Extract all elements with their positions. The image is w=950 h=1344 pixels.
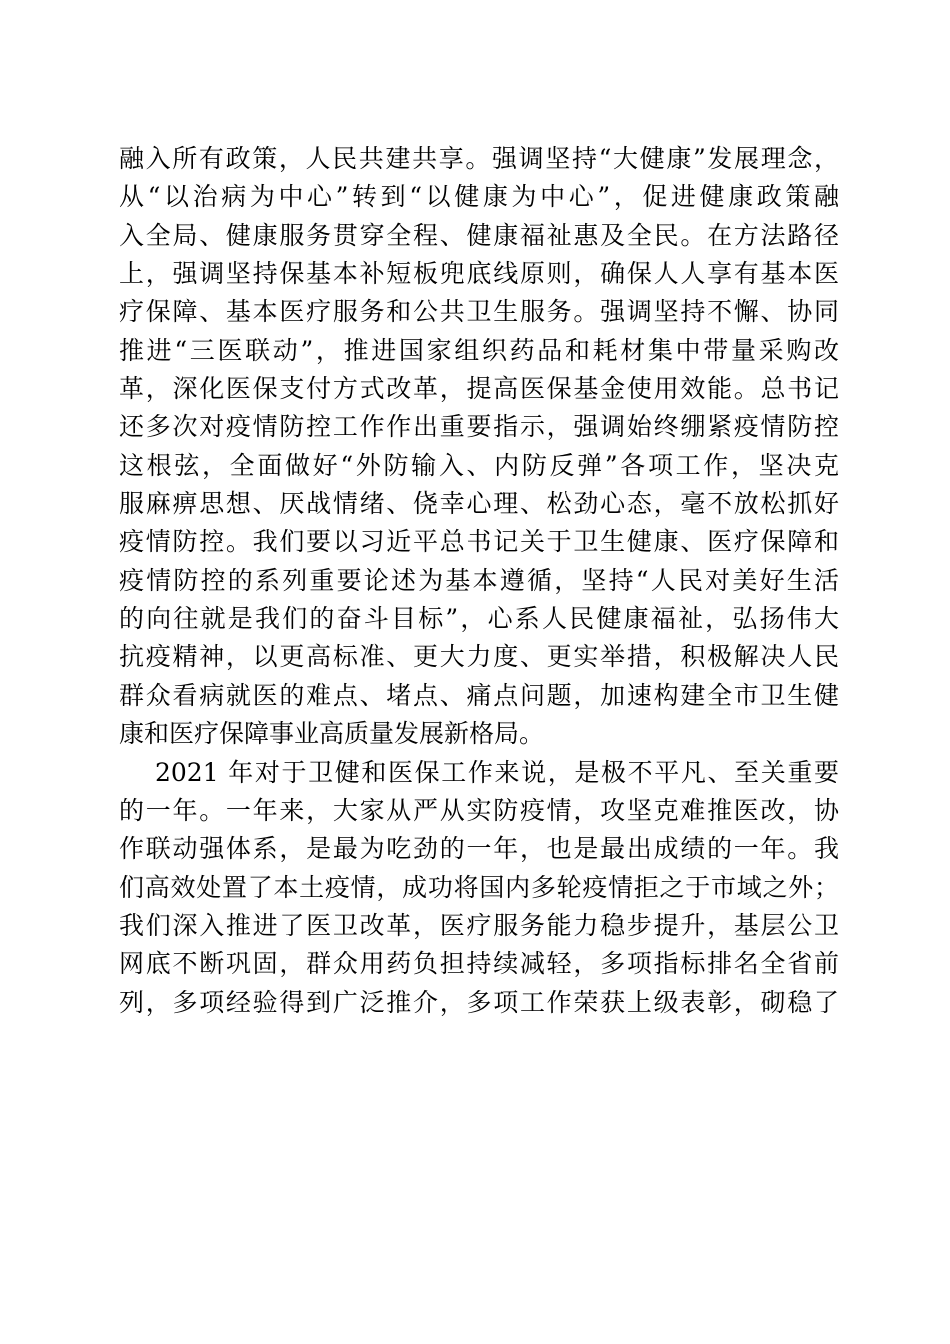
paragraph-1: [119, 140, 839, 754]
text-line: 疫情防控。我们要以习近平总书记关于卫生健康、医疗保障和: [119, 527, 839, 557]
text-line: 康和医疗保障事业高质量发展新格局。: [119, 719, 545, 749]
text-line: 还多次对疫情防控工作作出重要指示，强调始终绷紧疫情防控: [119, 412, 839, 442]
text-line: 从“以治病为中心”转到“以健康为中心”，促进健康政策融: [119, 182, 839, 212]
text-line: 疫情防控的系列重要论述为基本遵循，坚持“人民对美好生活: [119, 565, 839, 595]
text-line: 上，强调坚持保基本补短板兜底线原则，确保人人享有基本医: [119, 259, 839, 289]
paragraph-2: [119, 754, 839, 1022]
text-line: 入全局、健康服务贯穿全程、健康福祉惠及全民。在方法路径: [119, 220, 839, 250]
text-line: 我们深入推进了医卫改革，医疗服务能力稳步提升，基层公卫: [119, 910, 839, 940]
text-line: 抗疫精神，以更高标准、更大力度、更实举措，积极解决人民: [119, 642, 839, 672]
body-text: [119, 140, 839, 1022]
text-line: 网底不断巩固，群众用药负担持续减轻，多项指标排名全省前: [119, 949, 839, 979]
text-line: 们高效处置了本土疫情，成功将国内多轮疫情拒之于市域之外；: [119, 872, 839, 902]
text-line: 作联动强体系，是最为吃劲的一年，也是最出成绩的一年。我: [119, 834, 839, 864]
text-line: 2021 年对于卫健和医保工作来说，是极不平凡、至关重要: [155, 757, 839, 787]
text-line: 的一年。一年来，大家从严从实防疫情，攻坚克难推医改，协: [119, 795, 839, 825]
text-line: 列，多项经验得到广泛推介，多项工作荣获上级表彰，砌稳了: [119, 987, 839, 1017]
text-line: 的向往就是我们的奋斗目标”，心系人民健康福祉，弘扬伟大: [119, 604, 839, 634]
text-line: 疗保障、基本医疗服务和公共卫生服务。强调坚持不懈、协同: [119, 297, 839, 327]
text-line: 群众看病就医的难点、堵点、痛点问题，加速构建全市卫生健: [119, 680, 839, 710]
text-line: 服麻痹思想、厌战情绪、侥幸心理、松劲心态，毫不放松抓好: [119, 489, 839, 519]
text-line: 融入所有政策，人民共建共享。强调坚持“大健康”发展理念，: [119, 144, 839, 173]
text-line: 革，深化医保支付方式改革，提高医保基金使用效能。总书记: [119, 374, 839, 404]
text-line: 推进“三医联动”，推进国家组织药品和耗材集中带量采购改: [119, 335, 839, 365]
text-line: 这根弦，全面做好“外防输入、内防反弹”各项工作，坚决克: [119, 450, 839, 480]
